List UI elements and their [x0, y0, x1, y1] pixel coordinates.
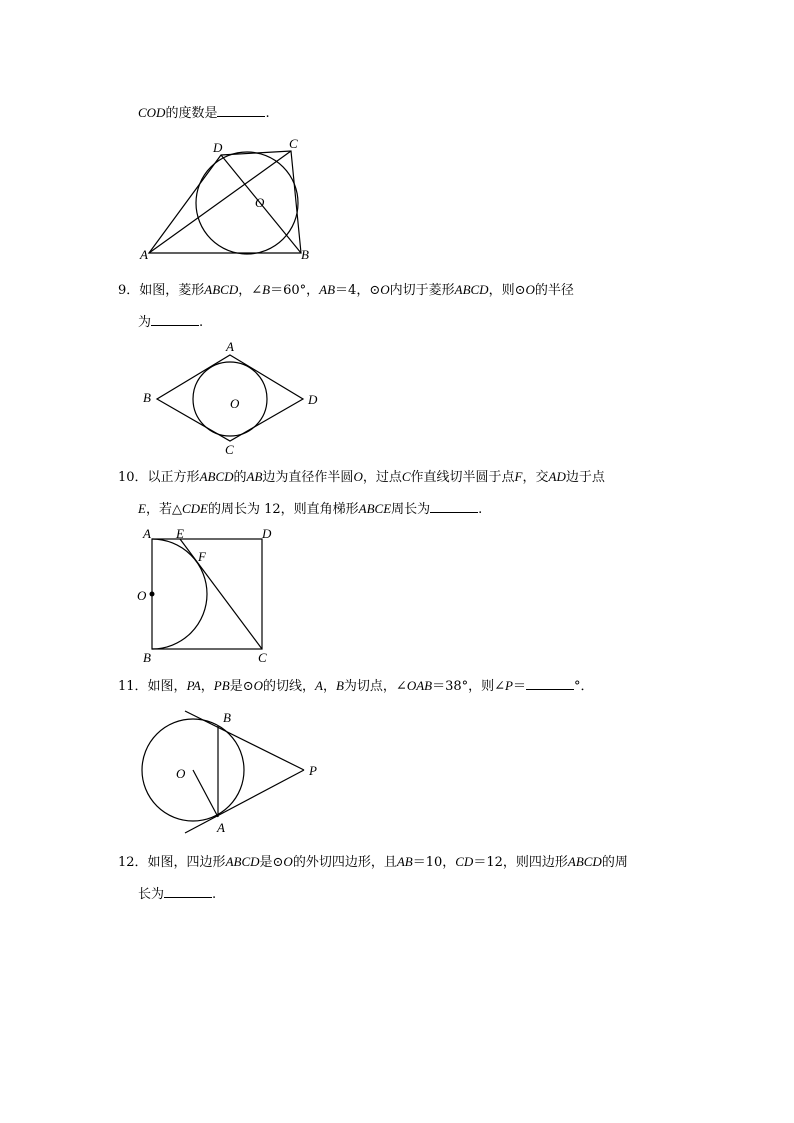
q10-line2: E，若△CDE的周长为 12，则直角梯形ABCE周长为 . [138, 501, 483, 517]
q12-line2: 长为 . [138, 884, 216, 904]
q11-line1: 11．如图，PA，PB是⊙O的切线，A，B为切点，∠OAB＝38°，则∠P＝ °． [118, 678, 594, 694]
fig9-label-o: O [230, 396, 240, 411]
fig11-label-b: B [223, 710, 231, 725]
fig10-label-f: F [198, 549, 206, 564]
fig10-label-o: O [137, 588, 147, 603]
q8-tail: COD的度数是 . [138, 105, 270, 121]
fig9-label-d: D [308, 392, 318, 407]
fig9-label-a: A [226, 339, 234, 354]
fig9-label-b: B [143, 390, 151, 405]
fig8-label-d: D [213, 140, 223, 155]
q12-line1: 12．如图，四边形ABCD是⊙O的外切四边形，且AB＝10，CD＝12，则四边形ABCD的周 [118, 854, 628, 870]
fig11-tangent-pb [185, 711, 304, 770]
fig10-label-b: B [143, 650, 151, 665]
fig8-label-c: C [289, 136, 298, 151]
fig11-radius-oa [193, 770, 218, 817]
q8-text: 的度数是 [165, 106, 218, 121]
fig11-label-p: P [309, 763, 317, 778]
q9-line1: 9．如图，菱形ABCD，∠B＝60°，AB＝4，⊙O内切于菱形ABCD，则⊙O的半径 [118, 282, 574, 298]
fig8-label-o: O [255, 195, 265, 210]
q9-line2: 为 . [138, 312, 203, 332]
fig8-label-b: B [301, 247, 309, 262]
fig9-label-c: C [225, 442, 234, 457]
fig11-label-o: O [176, 766, 186, 781]
fig11-tangent-pa [185, 770, 304, 833]
fig8-label-a: A [140, 247, 148, 262]
fig11-geometry [142, 711, 304, 833]
fig10-label-d: D [262, 526, 272, 541]
answer-blank-q12[interactable] [164, 884, 212, 898]
fig10-label-c: C [258, 650, 267, 665]
q10-line1: 10．以正方形ABCD的AB边为直径作半圆O，过点C作直线切半圆于点F，交AD边于点 [118, 469, 605, 485]
q8-var: COD [138, 105, 166, 120]
fig10-label-e: E [176, 526, 184, 541]
fig10-label-a: A [143, 526, 151, 541]
fig11-label-a: A [217, 820, 225, 835]
